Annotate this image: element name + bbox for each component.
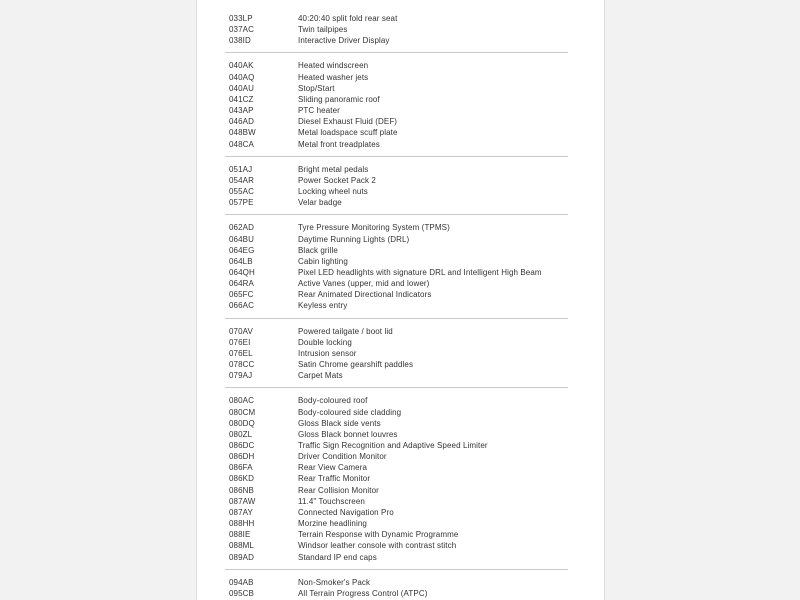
table-row	[197, 127, 604, 138]
option-code: 038ID	[229, 36, 251, 46]
option-code: 086FA	[229, 463, 253, 473]
table-row	[197, 370, 604, 381]
table-row	[197, 164, 604, 175]
option-code: 057PE	[229, 198, 254, 208]
table-row	[197, 418, 604, 429]
option-code: 088IE	[229, 530, 251, 540]
option-description: Active Vanes (upper, mid and lower)	[298, 279, 430, 289]
option-code: 048BW	[229, 128, 256, 138]
table-row	[197, 234, 604, 245]
table-row	[197, 359, 604, 370]
option-description: Rear Traffic Monitor	[298, 474, 371, 484]
option-code: 040AK	[229, 61, 254, 71]
option-code: 087AY	[229, 507, 253, 517]
option-description: Powered tailgate / boot lid	[298, 326, 393, 336]
table-row	[197, 300, 604, 311]
option-description: Morzine headlining	[298, 519, 367, 529]
option-description: Rear Collision Monitor	[298, 485, 379, 495]
option-code: 046AD	[229, 117, 254, 127]
option-description: Windsor leather console with contrast stitch	[298, 541, 457, 551]
option-code: 080AC	[229, 396, 254, 406]
option-description: Black grille	[298, 245, 338, 255]
option-description: 40:20:40 split fold rear seat	[298, 14, 398, 23]
table-row	[197, 105, 604, 116]
option-code: 064EG	[229, 245, 255, 255]
option-description: Gloss Black side vents	[298, 418, 381, 428]
option-description: Non-Smoker's Pack	[298, 577, 371, 587]
option-code: 064RA	[229, 279, 254, 289]
option-code: 086DH	[229, 452, 255, 462]
option-description: Terrain Response with Dynamic Programme	[298, 530, 459, 540]
options-table	[197, 0, 604, 599]
option-code: 088ML	[229, 541, 254, 551]
option-code: 064QH	[229, 267, 255, 277]
option-code: 040AU	[229, 83, 254, 93]
option-code: 041CZ	[229, 94, 254, 104]
table-row	[197, 72, 604, 83]
table-row	[197, 588, 604, 599]
group-divider	[225, 387, 568, 388]
option-description: 11.4" Touchscreen	[298, 496, 365, 506]
option-code: 064LB	[229, 256, 253, 266]
group-divider	[225, 52, 568, 53]
table-row	[197, 540, 604, 551]
table-row	[197, 473, 604, 484]
option-code: 080DQ	[229, 418, 255, 428]
option-code: 055AC	[229, 187, 254, 197]
table-row	[197, 139, 604, 150]
option-code: 089AD	[229, 552, 254, 562]
option-code: 079AJ	[229, 371, 253, 381]
option-code: 040AQ	[229, 72, 255, 82]
table-row	[197, 24, 604, 35]
option-code: 080ZL	[229, 429, 253, 439]
table-row	[197, 577, 604, 588]
group-divider	[225, 214, 568, 215]
option-code: 088HH	[229, 519, 255, 529]
table-row	[197, 60, 604, 71]
option-code: 070AV	[229, 326, 253, 336]
table-row	[197, 451, 604, 462]
option-description: Metal loadspace scuff plate	[298, 128, 398, 138]
option-description: Standard IP end caps	[298, 552, 377, 562]
group-divider	[225, 318, 568, 319]
table-row	[197, 175, 604, 186]
option-code: 076EL	[229, 348, 253, 358]
option-description: Satin Chrome gearshift paddles	[298, 360, 414, 370]
option-code: 062AD	[229, 223, 254, 233]
option-code: 086DC	[229, 441, 255, 450]
table-row	[197, 462, 604, 473]
table-row	[197, 83, 604, 94]
option-description: Tyre Pressure Monitoring System (TPMS)	[298, 223, 450, 233]
option-code: 080CM	[229, 407, 256, 417]
option-description: Locking wheel nuts	[298, 187, 368, 197]
table-row	[197, 407, 604, 418]
option-description: Diesel Exhaust Fluid (DEF)	[298, 117, 398, 127]
table-row	[197, 552, 604, 563]
option-description: Heated windscreen	[298, 61, 369, 71]
table-row	[197, 197, 604, 208]
option-description: Double locking	[298, 337, 352, 347]
table-row	[197, 326, 604, 337]
option-description: Velar badge	[298, 198, 342, 208]
table-row	[197, 485, 604, 496]
table-row	[197, 348, 604, 359]
table-row	[197, 289, 604, 300]
table-row	[197, 186, 604, 197]
option-code: 086KD	[229, 474, 254, 484]
group-divider	[225, 569, 568, 570]
option-description: Driver Condition Monitor	[298, 452, 387, 462]
option-description: Twin tailpipes	[298, 25, 348, 35]
table-row	[197, 395, 604, 406]
option-code: 043AP	[229, 106, 254, 116]
table-row	[197, 245, 604, 256]
option-description: Connected Navigation Pro	[298, 507, 394, 517]
options-panel	[196, 0, 605, 600]
table-row	[197, 256, 604, 267]
table-row	[197, 13, 604, 24]
option-description: Keyless entry	[298, 301, 348, 311]
option-description: Body-coloured side cladding	[298, 407, 402, 417]
option-code: 095CB	[229, 588, 254, 598]
option-code: 065FC	[229, 290, 254, 300]
option-description: Carpet Mats	[298, 371, 343, 381]
option-description: Bright metal pedals	[298, 164, 369, 174]
option-code: 048CA	[229, 139, 254, 149]
option-description: PTC heater	[298, 106, 340, 116]
table-row	[197, 337, 604, 348]
option-description: Heated washer jets	[298, 72, 369, 82]
option-description: Rear Animated Directional Indicators	[298, 290, 432, 300]
option-code: 094AB	[229, 577, 254, 587]
option-code: 087AW	[229, 496, 256, 506]
table-row	[197, 267, 604, 278]
option-code: 037AC	[229, 25, 254, 35]
option-description: Pixel LED headlights with signature DRL and Intelligent High Beam	[298, 267, 542, 277]
option-description: Interactive Driver Display	[298, 36, 390, 46]
option-code: 064BU	[229, 234, 254, 244]
option-description: Power Socket Pack 2	[298, 175, 376, 185]
option-code: 066AC	[229, 301, 254, 311]
option-code: 051AJ	[229, 164, 253, 174]
table-row	[197, 222, 604, 233]
table-row	[197, 116, 604, 127]
table-row	[197, 440, 604, 451]
option-code: 078CC	[229, 360, 255, 370]
option-description: Cabin lighting	[298, 256, 348, 266]
option-description: Rear View Camera	[298, 463, 368, 473]
option-code: 086NB	[229, 485, 254, 495]
group-divider	[225, 156, 568, 157]
table-row	[197, 35, 604, 46]
option-code: 076EI	[229, 337, 251, 347]
table-row	[197, 278, 604, 289]
option-description: Daytime Running Lights (DRL)	[298, 234, 410, 244]
option-description: Body-coloured roof	[298, 396, 368, 406]
table-row	[197, 496, 604, 507]
table-row	[197, 518, 604, 529]
table-row	[197, 507, 604, 518]
table-row	[197, 429, 604, 440]
table-row	[197, 529, 604, 540]
option-code: 054AR	[229, 175, 254, 185]
option-description: All Terrain Progress Control (ATPC)	[298, 588, 428, 598]
option-description: Traffic Sign Recognition and Adaptive Speed Limiter	[298, 441, 488, 450]
option-code: 033LP	[229, 14, 253, 23]
option-description: Intrusion sensor	[298, 348, 357, 358]
option-description: Sliding panoramic roof	[298, 94, 380, 104]
option-description: Metal front treadplates	[298, 139, 380, 149]
option-description: Gloss Black bonnet louvres	[298, 429, 398, 439]
option-description: Stop/Start	[298, 83, 335, 93]
table-row	[197, 94, 604, 105]
